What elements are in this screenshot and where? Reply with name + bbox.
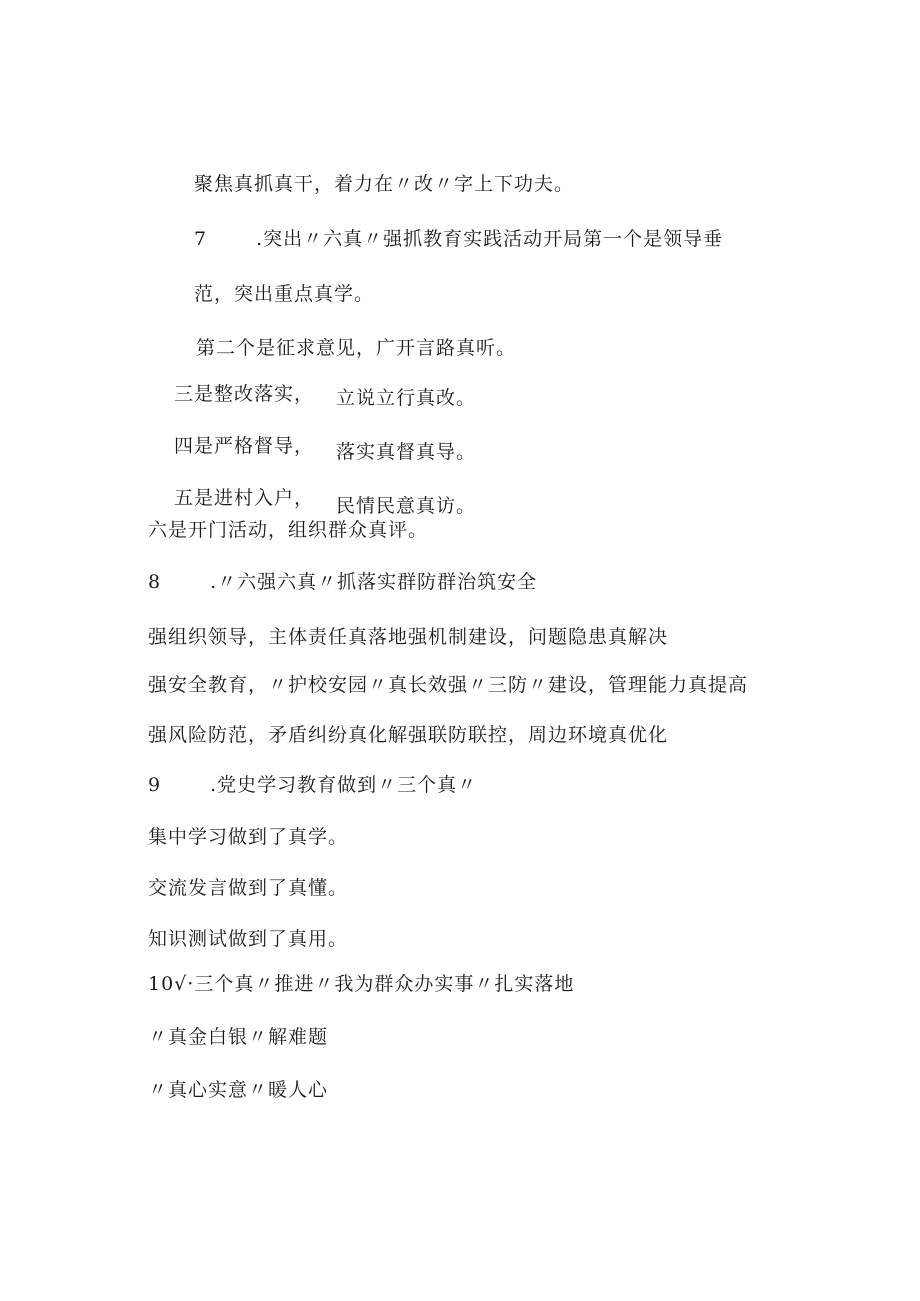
list-heading-9 — [148, 773, 477, 797]
paragraph-line-right: 立说立行真改。 — [336, 387, 477, 409]
paragraph-line: 〃真心实意〃暖人心 — [148, 1079, 329, 1101]
paragraph-line: 聚焦真抓真干，着力在〃改〃字上下功夫。 — [194, 173, 575, 195]
list-heading-text: .党史学习教育做到〃三个真〃 — [210, 774, 478, 796]
list-heading-7 — [194, 227, 723, 251]
paragraph-line-right: 民情民意真访。 — [336, 495, 477, 517]
paragraph-line: 〃真金白银〃解难题 — [148, 1026, 329, 1048]
paragraph-line: 交流发言做到了真懂。 — [148, 877, 349, 899]
list-heading-text: .突出〃六真〃强抓教育实践活动开局第一个是领导垂 — [256, 228, 724, 250]
list-number: 9 — [148, 774, 161, 796]
paragraph-line: 第二个是征求意见，广开言路真听。 — [196, 337, 517, 359]
list-number: 7 — [194, 228, 207, 250]
paragraph-line-right: 落实真督真导。 — [336, 441, 477, 463]
paragraph-line: 六是开门活动，组织群众真评。 — [148, 519, 429, 541]
list-heading-8 — [148, 570, 537, 594]
paragraph-line: 强风险防范，矛盾纠纷真化解强联防联控，周边环境真优化 — [148, 724, 669, 746]
paragraph-line-left: 五是进村入户， — [174, 487, 315, 509]
list-number: 8 — [148, 571, 161, 593]
list-heading-text: .〃六强六真〃抓落实群防群治筑安全 — [210, 571, 538, 593]
paragraph-line: 集中学习做到了真学。 — [148, 826, 349, 848]
paragraph-line: 强安全教育，〃护校安园〃真长效强〃三防〃建设，管理能力真提高 — [148, 674, 749, 696]
paragraph-line: 强组织领导，主体责任真落地强机制建设，问题隐患真解决 — [148, 626, 669, 648]
paragraph-line-left: 三是整改落实， — [174, 383, 315, 405]
paragraph-line: 知识测试做到了真用。 — [148, 928, 349, 950]
paragraph-line-left: 四是严格督导， — [174, 435, 315, 457]
list-heading-10: 10√·三个真〃推进〃我为群众办实事〃扎实落地 — [148, 973, 575, 995]
paragraph-line: 范，突出重点真学。 — [194, 283, 375, 305]
